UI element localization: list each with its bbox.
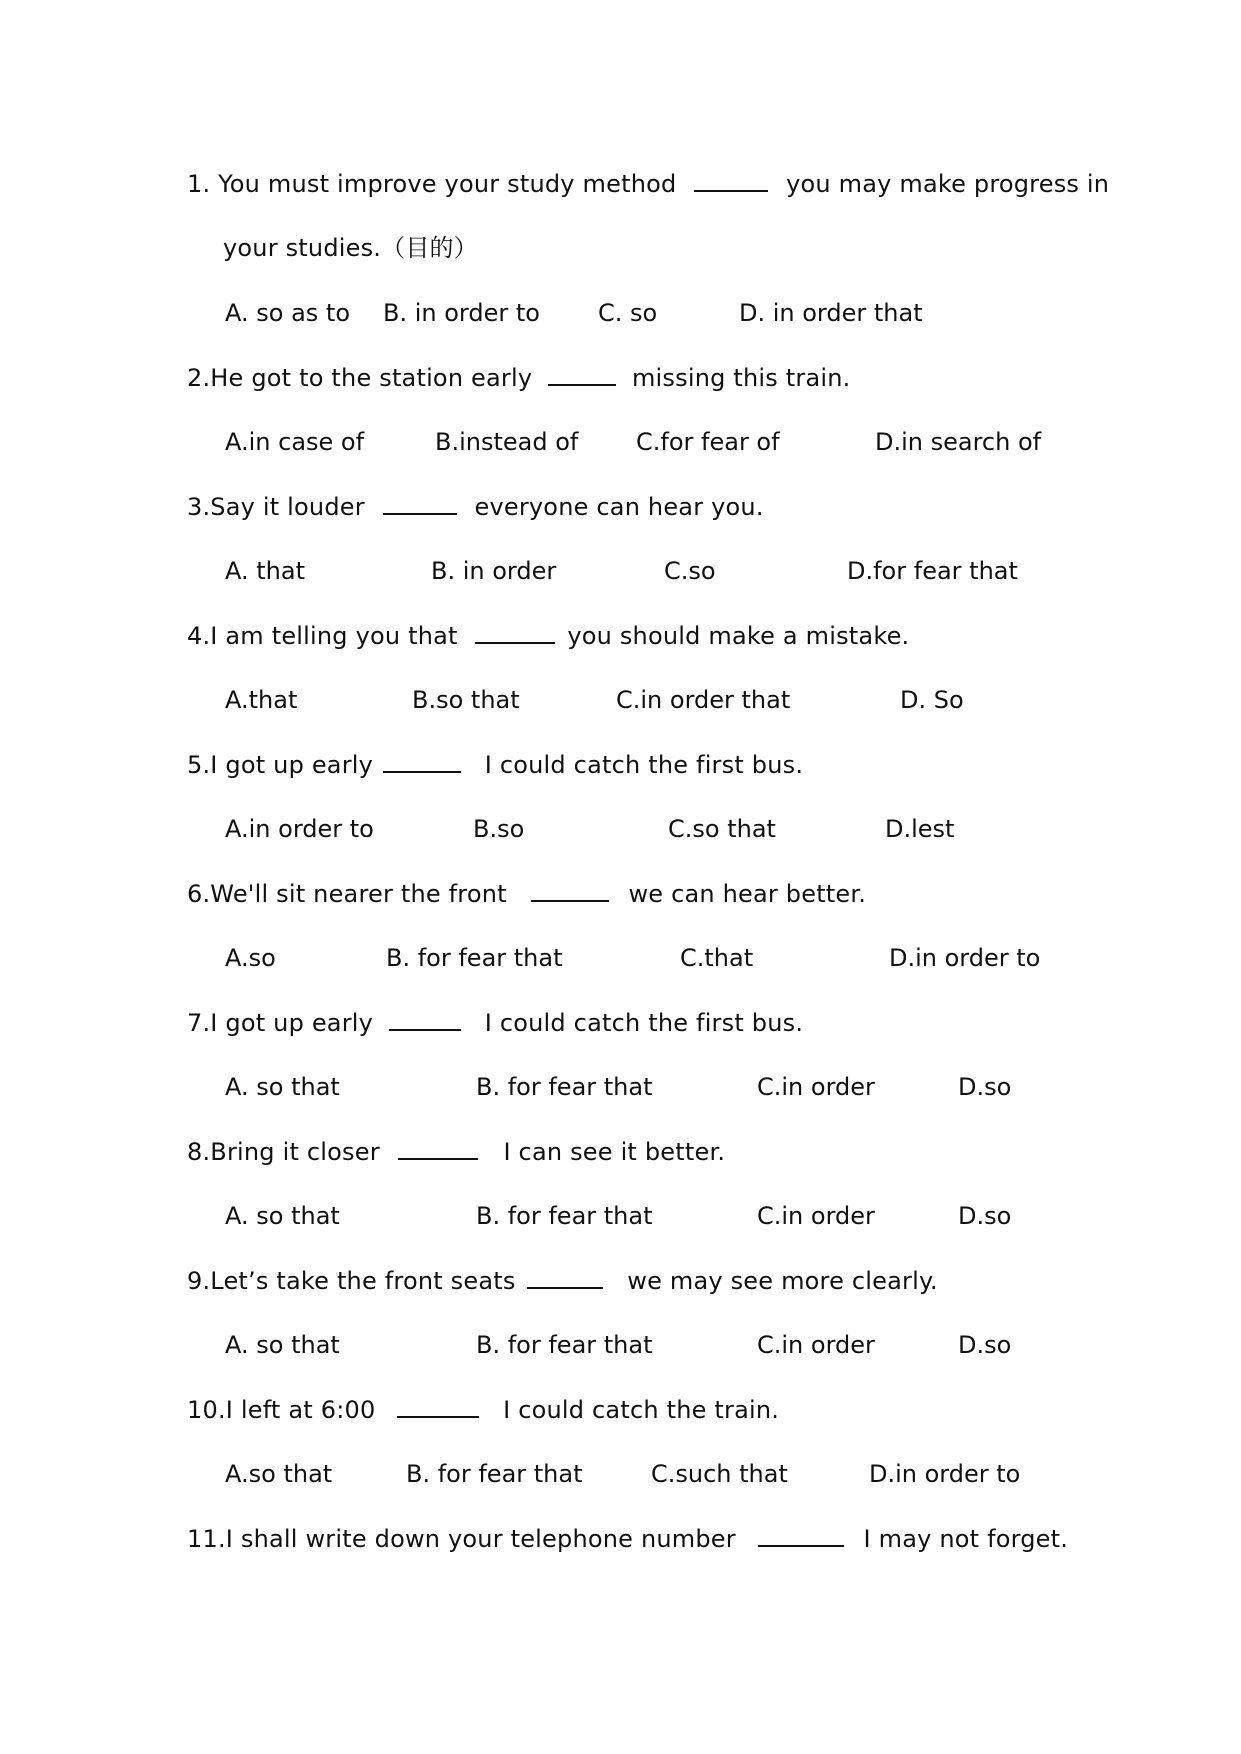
question-8-text-a: 8.Bring it closer [187,1138,380,1166]
option-b: B. for fear that [476,1073,653,1101]
option-a: A. so that [225,1073,340,1101]
question-3-stem [187,491,764,523]
option-b: B.so that [412,686,520,714]
option-c: C.in order that [616,686,791,714]
option-c: C.in order [757,1331,875,1359]
option-d: D.so [958,1202,1012,1230]
option-c: C.in order [757,1202,875,1230]
option-a: A. so that [225,1331,340,1359]
question-5-text-a: 5.I got up early [187,751,374,779]
option-a: A. so as to [225,299,351,327]
option-c: C.that [680,944,754,972]
question-7-stem [187,1007,803,1039]
option-d: D.so [958,1073,1012,1101]
answer-blank [694,168,768,192]
question-1-stem [187,168,1109,200]
question-4-stem [187,620,909,652]
option-c: C.so [664,557,716,585]
question-9-text-b: we may see more clearly. [627,1267,938,1295]
question-2-text-b: missing this train. [631,364,851,392]
option-b: B. for fear that [386,944,563,972]
question-1-text-b: you may make progress in [786,170,1110,198]
question-10-stem [187,1394,779,1426]
question-8-stem [187,1136,725,1168]
answer-blank [389,1007,461,1031]
question-8-text-b: I can see it better. [503,1138,726,1166]
question-3-text-a: 3.Say it louder [187,493,365,521]
answer-blank [475,620,555,644]
option-a: A. that [225,557,305,585]
answer-blank [383,491,457,515]
answer-blank [397,1394,479,1418]
question-1-text-a: 1. You must improve your study method [187,170,677,198]
option-c: C.such that [651,1460,788,1488]
question-6-text-a: 6.We'll sit nearer the front [187,880,507,908]
question-7-text-b: I could catch the first bus. [484,1009,804,1037]
option-d: D.for fear that [847,557,1018,585]
question-9-text-a: 9.Let’s take the front seats [187,1267,516,1295]
question-2-stem [187,362,850,394]
question-5-text-b: I could catch the first bus. [484,751,804,779]
option-a: A. so that [225,1202,340,1230]
question-6-text-b: we can hear better. [628,880,867,908]
option-b: B. for fear that [476,1331,653,1359]
question-4-text-a: 4.I am telling you that [187,622,458,650]
question-11-stem [187,1523,1068,1555]
question-9-stem [187,1265,938,1297]
option-d: D.in search of [875,428,1042,456]
answer-blank [758,1523,844,1547]
option-a: A.in order to [225,815,374,843]
option-a: A.in case of [225,428,365,456]
question-3-text-b: everyone can hear you. [474,493,764,521]
option-b: B. in order to [383,299,540,327]
option-c: C.so that [668,815,776,843]
option-d: D. in order that [739,299,923,327]
option-d: D. So [900,686,964,714]
option-b: B.instead of [435,428,579,456]
option-a: A.so that [225,1460,333,1488]
option-c: C.in order [757,1073,875,1101]
question-4-text-b: you should make a mistake. [567,622,910,650]
question-10-text-b: I could catch the train. [503,1396,780,1424]
question-11-text-a: 11.I shall write down your telephone number [187,1525,736,1553]
option-b: B. for fear that [476,1202,653,1230]
option-d: D.so [958,1331,1012,1359]
option-d: D.lest [885,815,955,843]
option-a: A.that [225,686,298,714]
answer-blank [398,1136,478,1160]
question-1-stem-cont: your studies.（目的） [223,234,478,262]
question-5-stem [187,749,803,781]
question-11-text-b: I may not forget. [863,1525,1069,1553]
option-d: D.in order to [889,944,1041,972]
answer-blank [383,749,461,773]
option-c: C. so [598,299,658,327]
question-6-stem [187,878,866,910]
answer-blank [527,1265,603,1289]
answer-blank [548,362,616,386]
option-a: A.so [225,944,276,972]
option-d: D.in order to [869,1460,1021,1488]
question-7-text-a: 7.I got up early [187,1009,374,1037]
question-10-text-a: 10.I left at 6:00 [187,1396,376,1424]
question-2-text-a: 2.He got to the station early [187,364,533,392]
option-c: C.for fear of [636,428,780,456]
option-b: B.so [473,815,525,843]
option-b: B. for fear that [406,1460,583,1488]
answer-blank [531,878,609,902]
option-b: B. in order [431,557,557,585]
